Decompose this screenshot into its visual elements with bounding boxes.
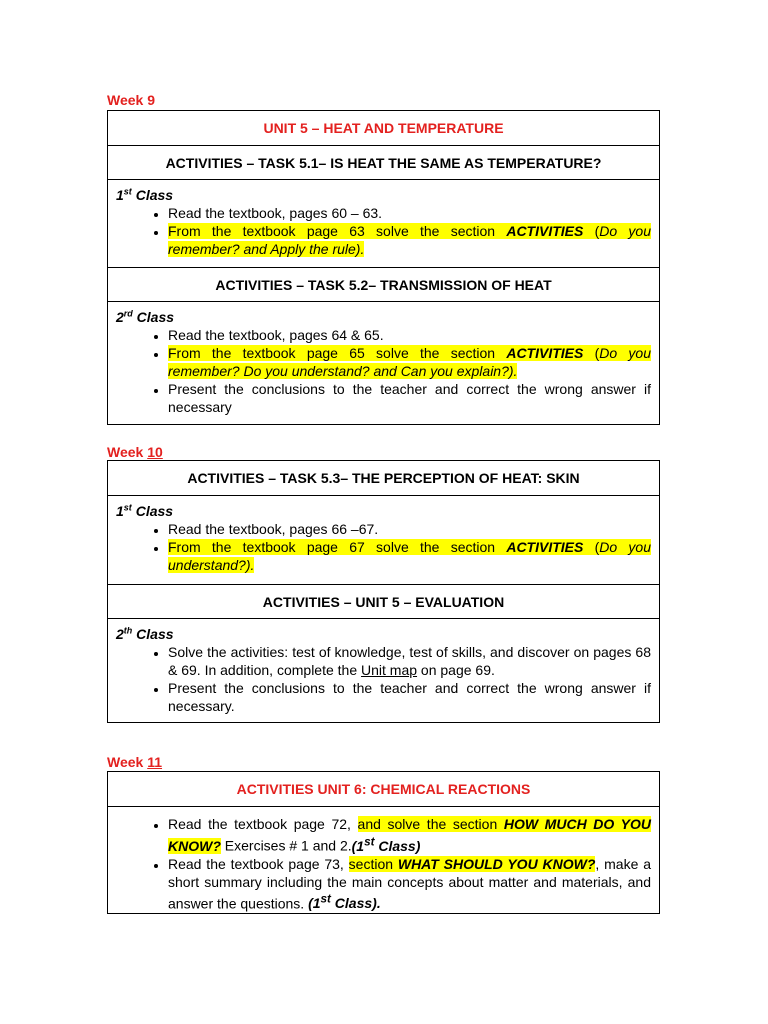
week-10-label: Week 10 [107,444,163,460]
task-5-2-list [116,326,651,416]
task-5-2-title: ACTIVITIES – TASK 5.2– TRANSMISSION OF HEAT [108,267,659,301]
list-item: • From the textbook page 63 solve the section ACTIVITIES (Do you remember? and Apply the rule). [168,222,651,258]
evaluation-content [108,618,659,722]
list-item: • Read the textbook, pages 64 & 65. [168,326,651,344]
week-11-table [107,771,660,914]
list-item: • From the textbook page 65 solve the section ACTIVITIES (Do you remember? Do you understand? and Can you explain?). [168,344,651,380]
week-10-table [107,460,660,723]
list-item: • Present the conclusions to the teacher and correct the wrong answer if necessary. [168,679,651,715]
unit-5-title: UNIT 5 – HEAT AND TEMPERATURE [263,120,504,136]
class-label: 1st Class [116,186,174,203]
task-5-1-content [108,179,659,267]
list-item: • Read the textbook page 72, and solve the section HOW MUCH DO YOU KNOW? Exercises # 1 and 2.(1st Class) [168,815,651,855]
list-item: • Solve the activities: test of knowledge, test of skills, and discover on pages 68 & 69. In addition, complete the Unit map on page 69. [168,643,651,679]
week-9-label: Week 9 [107,92,155,108]
unit-6-list [116,815,651,912]
week-11-label: Week 11 [107,754,163,770]
evaluation-title: ACTIVITIES – UNIT 5 – EVALUATION [108,584,659,618]
list-item: • Read the textbook page 73, section WHAT SHOULD YOU KNOW?, make a short summary including the main concepts about matter and materials, and answer the questions. (1st Class). [168,855,651,913]
task-5-1-title: ACTIVITIES – TASK 5.1– IS HEAT THE SAME AS TEMPERATURE? [108,145,659,179]
list-item: • Read the textbook, pages 60 – 63. [168,204,651,222]
list-item: • From the textbook page 67 solve the section ACTIVITIES (Do you understand?). [168,538,651,574]
task-5-3-list [116,520,651,574]
task-5-3-title: ACTIVITIES – TASK 5.3– THE PERCEPTION OF HEAT: SKIN [187,470,580,486]
task-5-3-content [108,495,659,584]
evaluation-list [116,643,651,715]
list-item: • Read the textbook, pages 66 –67. [168,520,651,538]
class-label: 1st Class [116,502,174,519]
task-5-1-list [116,204,651,258]
class-label: 2rd Class [116,308,175,325]
task-5-2-content [108,301,659,424]
unit-6-content [108,806,659,913]
class-label: 2th Class [116,625,174,642]
list-item: • Present the conclusions to the teacher and correct the wrong answer if necessary [168,380,651,416]
unit-6-title: ACTIVITIES UNIT 6: CHEMICAL REACTIONS [236,781,531,797]
week-9-table [107,110,660,425]
